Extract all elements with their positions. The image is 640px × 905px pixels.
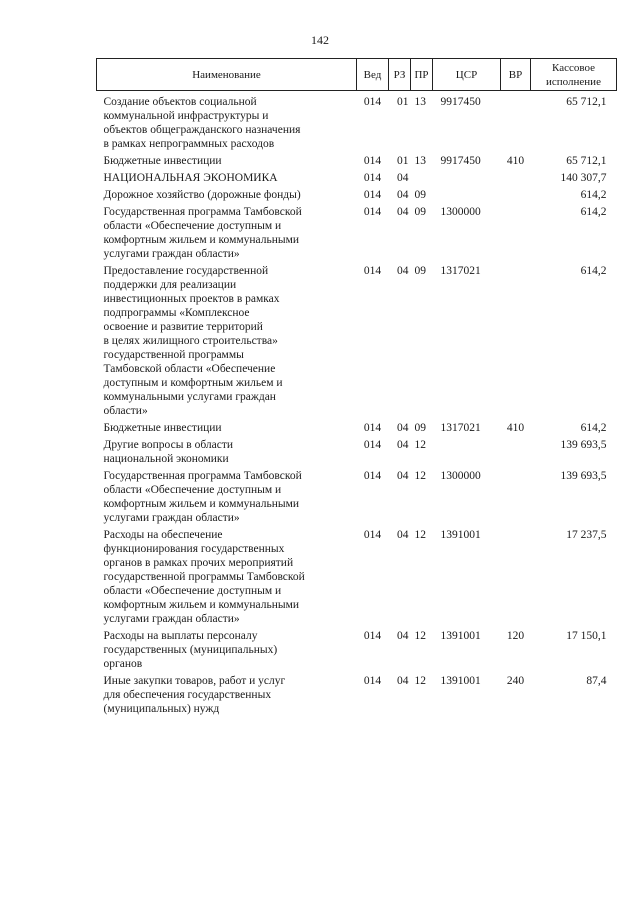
row-pr: 09 [414, 189, 426, 201]
row-name [97, 205, 357, 264]
table-row [97, 421, 617, 438]
header-rz: РЗ [389, 59, 411, 91]
row-name-line: (муниципальных) нужд [103, 703, 220, 715]
row-rz: 04 [397, 630, 409, 642]
row-pr: 09 [414, 422, 426, 434]
row-amount: 614,2 [580, 422, 607, 434]
row-vr: 410 [506, 422, 525, 434]
row-vr [501, 188, 531, 205]
row-name [97, 188, 357, 205]
row-ved: 014 [363, 189, 382, 201]
row-name-line: Расходы на выплаты персоналу [103, 630, 258, 642]
row-pr: 12 [414, 470, 426, 482]
row-ved: 014 [363, 265, 382, 277]
header-ved: Вед [357, 59, 389, 91]
row-vr [501, 469, 531, 528]
row-csr: 1300000 [440, 206, 481, 218]
row-ved: 014 [363, 630, 382, 642]
row-ved: 014 [363, 439, 382, 451]
row-name-line: области «Обеспечение доступным и [103, 585, 282, 597]
row-vr [501, 205, 531, 264]
row-name-line: Создание объектов социальной [103, 96, 257, 108]
row-ved: 014 [363, 172, 382, 184]
row-name-line: для обеспечения государственных [103, 689, 272, 701]
row-amount: 17 237,5 [566, 529, 607, 541]
row-name-line: Бюджетные инвестиции [103, 422, 222, 434]
row-name-line: Другие вопросы в области [103, 439, 234, 451]
row-name-line: функционирования государственных [103, 543, 285, 555]
row-name-line: НАЦИОНАЛЬНАЯ ЭКОНОМИКА [103, 172, 278, 184]
row-rz: 04 [397, 265, 409, 277]
row-name-line: Бюджетные инвестиции [103, 155, 222, 167]
row-csr [433, 188, 501, 205]
row-name-line: области «Обеспечение доступным и [103, 220, 282, 232]
row-rz: 04 [397, 189, 409, 201]
row-amount: 614,2 [580, 206, 607, 218]
row-name-line: национальной экономики [103, 453, 229, 465]
table-row [97, 469, 617, 528]
row-name-line: услугами граждан области» [103, 248, 240, 260]
row-name-line: органов в рамках прочих мероприятий [103, 557, 294, 569]
table-row [97, 528, 617, 629]
header-amount [531, 59, 617, 91]
row-name-line: услугами граждан области» [103, 613, 240, 625]
table-row [97, 188, 617, 205]
row-csr: 1317021 [440, 265, 481, 277]
row-csr [433, 171, 501, 188]
table-row [97, 205, 617, 264]
header-name: Наименование [97, 59, 357, 91]
row-amount: 87,4 [586, 675, 607, 687]
row-pr [411, 171, 433, 188]
row-name-line: освоение и развитие территорий [103, 321, 263, 333]
row-amount: 65 712,1 [566, 96, 607, 108]
row-ved: 014 [363, 529, 382, 541]
row-csr: 1391001 [440, 675, 481, 687]
header-csr: ЦСР [433, 59, 501, 91]
row-name [97, 528, 357, 629]
row-vr [501, 528, 531, 629]
table-row [97, 91, 617, 155]
row-ved: 014 [363, 155, 382, 167]
row-rz: 04 [397, 439, 409, 451]
row-name-line: Государственная программа Тамбовской [103, 470, 302, 482]
row-amount: 139 693,5 [560, 470, 607, 482]
row-vr [501, 91, 531, 155]
row-name-line: поддержки для реализации [103, 279, 237, 291]
row-vr [501, 171, 531, 188]
table-row [97, 674, 617, 719]
row-vr: 410 [506, 155, 525, 167]
row-name [97, 154, 357, 171]
row-name [97, 438, 357, 469]
header-amount-line2: исполнение [546, 75, 601, 88]
table-row [97, 629, 617, 674]
row-vr [501, 264, 531, 421]
row-name-line: Иные закупки товаров, работ и услуг [103, 675, 286, 687]
row-name-line: Государственная программа Тамбовской [103, 206, 302, 218]
row-pr: 12 [414, 630, 426, 642]
row-name-line: области» [103, 405, 148, 417]
row-name-line: государственных (муниципальных) [103, 644, 278, 656]
row-name-line: комфортным жильем и коммунальными [103, 599, 300, 611]
row-rz: 04 [397, 206, 409, 218]
header-amount-line1: Кассовое [552, 61, 595, 74]
row-ved: 014 [363, 470, 382, 482]
row-vr: 240 [506, 675, 525, 687]
row-pr: 13 [414, 155, 426, 167]
row-pr: 09 [414, 206, 426, 218]
row-csr: 9917450 [440, 155, 481, 167]
row-csr: 1317021 [440, 422, 481, 434]
row-rz: 04 [397, 529, 409, 541]
row-name-line: коммунальной инфраструктуры и [103, 110, 269, 122]
row-amount: 65 712,1 [566, 155, 607, 167]
row-rz: 04 [397, 422, 409, 434]
row-name [97, 171, 357, 188]
row-ved: 014 [363, 206, 382, 218]
table-row [97, 264, 617, 421]
row-name-line: Предоставление государственной [103, 265, 269, 277]
budget-table-container [96, 58, 616, 719]
row-csr [433, 438, 501, 469]
row-name [97, 264, 357, 421]
row-name-line: инвестиционных проектов в рамках [103, 293, 280, 305]
row-name-line: Тамбовской области «Обеспечение [103, 363, 276, 375]
row-pr: 09 [414, 265, 426, 277]
row-rz: 04 [397, 675, 409, 687]
row-name-line: комфортным жильем и коммунальными [103, 498, 300, 510]
row-rz: 01 [397, 96, 409, 108]
row-name-line: услугами граждан области» [103, 512, 240, 524]
row-pr: 12 [414, 439, 426, 451]
row-name-line: коммунальными услугами граждан [103, 391, 276, 403]
budget-table [96, 58, 617, 719]
row-csr: 1391001 [440, 630, 481, 642]
row-amount: 614,2 [580, 265, 607, 277]
row-csr: 9917450 [440, 96, 481, 108]
row-name-line: в рамках непрограммных расходов [103, 138, 275, 150]
row-pr: 12 [414, 675, 426, 687]
row-ved: 014 [363, 675, 382, 687]
row-name [97, 469, 357, 528]
row-name-line: государственной программы Тамбовской [103, 571, 305, 583]
row-csr: 1300000 [440, 470, 481, 482]
table-row [97, 154, 617, 171]
row-vr: 120 [506, 630, 525, 642]
row-amount: 17 150,1 [566, 630, 607, 642]
page-number: 142 [311, 33, 329, 47]
row-name-line: органов [103, 658, 143, 670]
row-amount: 139 693,5 [560, 439, 607, 451]
header-pr: ПР [411, 59, 433, 91]
row-name [97, 421, 357, 438]
row-name-line: государственной программы [103, 349, 244, 361]
row-name [97, 629, 357, 674]
row-name-line: подпрограммы «Комплексное [103, 307, 250, 319]
table-header [97, 59, 617, 91]
row-amount: 140 307,7 [560, 172, 607, 184]
row-name-line: комфортным жильем и коммунальными [103, 234, 300, 246]
row-name [97, 91, 357, 155]
header-vr: ВР [501, 59, 531, 91]
row-pr: 13 [414, 96, 426, 108]
row-csr: 1391001 [440, 529, 481, 541]
row-ved: 014 [363, 422, 382, 434]
row-rz: 04 [397, 470, 409, 482]
row-name-line: Дорожное хозяйство (дорожные фонды) [103, 189, 301, 201]
table-row [97, 171, 617, 188]
row-rz: 01 [397, 155, 409, 167]
row-name-line: объектов общегражданского назначения [103, 124, 301, 136]
row-amount: 614,2 [580, 189, 607, 201]
row-name [97, 674, 357, 719]
row-name-line: в целях жилищного строительства» [103, 335, 278, 347]
table-body [97, 91, 617, 720]
row-name-line: области «Обеспечение доступным и [103, 484, 282, 496]
row-vr [501, 438, 531, 469]
row-pr: 12 [414, 529, 426, 541]
row-name-line: доступным и комфортным жильем и [103, 377, 283, 389]
row-name-line: Расходы на обеспечение [103, 529, 223, 541]
table-row [97, 438, 617, 469]
row-ved: 014 [363, 96, 382, 108]
row-rz: 04 [397, 172, 409, 184]
